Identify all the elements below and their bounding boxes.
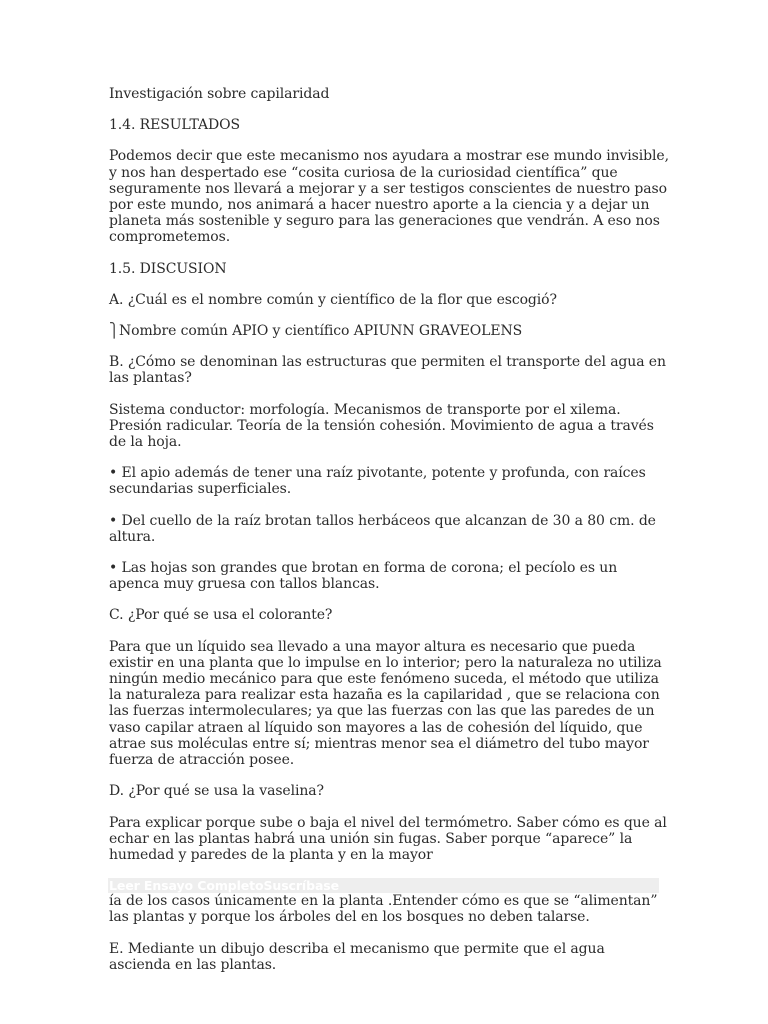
bracket-icon: ⎫ <box>109 323 120 340</box>
bullet-item-2: • Del cuello de la raíz brotan tallos herbáceos que alcanzan de 30 a 80 cm. de altura. <box>109 512 656 545</box>
bullet-item-1: • El apio además de tener una raíz pivotante, potente y profunda, con raíces secundarias superficiales. <box>109 465 646 498</box>
question-e: E. Mediante un dibujo describa el mecanismo que permite que el agua ascienda en las plantas. <box>109 940 605 973</box>
question-d: D. ¿Por qué se usa la vaselina? <box>109 783 324 800</box>
answer-d-continued: ía de los casos únicamente en la planta .Entender cómo es que se “alimentan” las plantas y porque los árboles del en los bosques no deben talarse. <box>109 893 658 926</box>
resultados-heading: 1.4. RESULTADOS <box>109 117 240 134</box>
document-title: Investigación sobre capilaridad <box>109 86 330 102</box>
document-body <box>109 86 669 988</box>
answer-d: Para explicar porque sube o baja el nivel del termómetro. Saber cómo es que al echar en las plantas habrá una unión sin fugas. Saber porque “aparece” la humedad y paredes de la planta y en la mayor <box>109 814 667 863</box>
answer-b: Sistema conductor: morfología. Mecanismos de transporte por el xilema. Presión radicular. Teoría de la tensión cohesión. Movimiento de agua a través de la hoja. <box>109 401 654 451</box>
question-c: C. ¿Por qué se usa el colorante? <box>109 607 333 624</box>
bullet-item-3: • Las hojas son grandes que brotan en forma de corona; el pecíolo es un apenca muy gruesa con tallos blancas. <box>109 560 618 593</box>
answer-a <box>109 323 669 339</box>
read-full-essay-link[interactable]: Leer Ensayo CompletoSuscríbase <box>108 878 659 893</box>
answer-c: Para que un líquido sea llevado a una mayor altura es necesario que pueda existir en una planta que lo impulse en lo interior; pero la naturaleza no utiliza ningún medio mecánico para que este fenómeno suceda, el método que utiliza la naturaleza para realizar esta hazaña es la capilaridad , que se relaciona con las fuerzas intermoleculares; ya que las fuerzas con las que las paredes de un vaso capilar atraen al líquido son mayores a las de cohesión del líquido, que atrae sus moléculas entre sí; mientras menor sea el diámetro del tubo mayor fuerza de atracción posee. <box>109 638 662 769</box>
answer-a-text: Nombre común APIO y científico APIUNN GRAVEOLENS <box>119 323 523 340</box>
question-a: A. ¿Cuál es el nombre común y científico de la flor que escogió? <box>109 291 557 308</box>
resultados-paragraph: Podemos decir que este mecanismo nos ayudara a mostrar ese mundo invisible, y nos han despertado ese “cosita curiosa de la curiosidad científica” que seguramente nos llevará a mejorar y a ser testigos conscientes de nuestro paso por este mundo, nos animará a hacer nuestro aporte a la ciencia y a dejar un planeta más sostenible y seguro para las generaciones que vendrán. A eso nos comprometemos. <box>109 148 669 246</box>
question-b: B. ¿Cómo se denominan las estructuras que permiten el transporte del agua en las plantas? <box>109 354 666 387</box>
discusion-heading: 1.5. DISCUSION <box>109 260 227 277</box>
